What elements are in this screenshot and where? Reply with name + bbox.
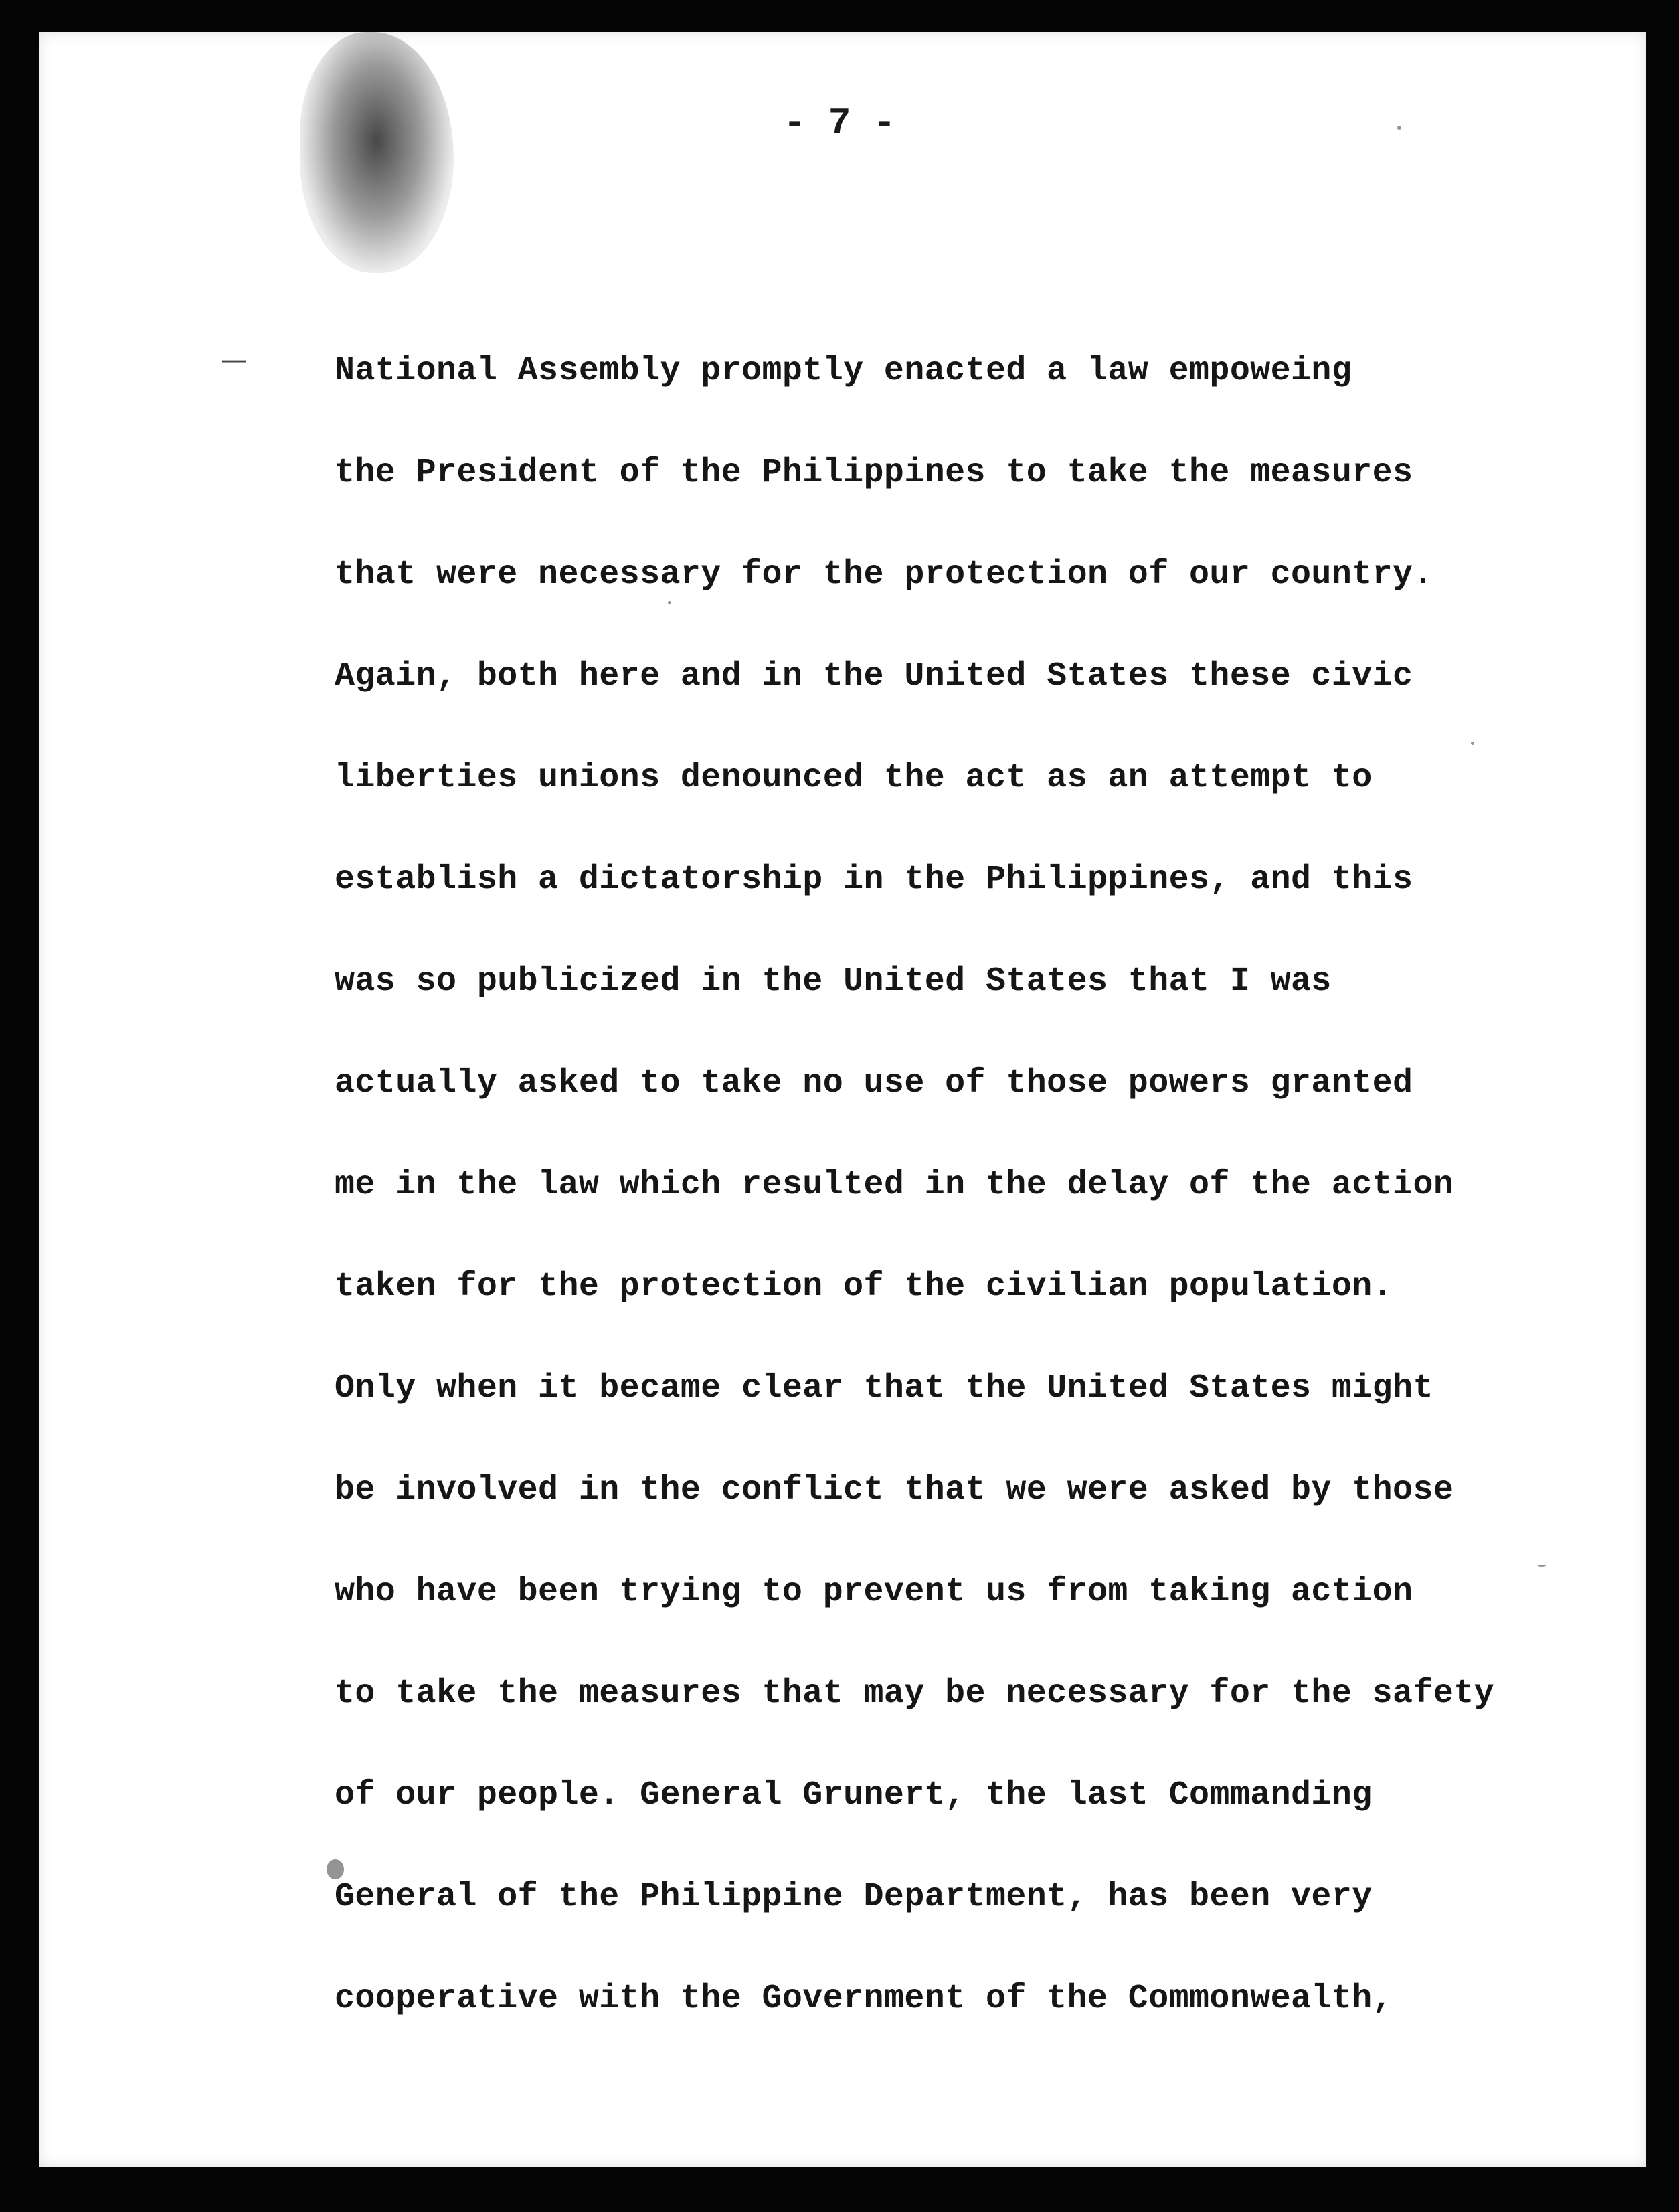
text-line: Again, both here and in the United States these civic	[335, 657, 1413, 695]
text-line: me in the law which resulted in the delay of the action	[335, 1166, 1454, 1204]
text-line: National Assembly promptly enacted a law empoweing	[335, 352, 1352, 390]
text-line: be involved in the conflict that we were asked by those	[335, 1471, 1454, 1509]
text-line: establish a dictatorship in the Philippines, and this	[335, 861, 1413, 899]
text-line: that were necessary for the protection of our country.	[335, 556, 1433, 594]
text-line: of our people. General Grunert, the last Commanding	[335, 1776, 1373, 1814]
text-line: Only when it became clear that the United States might	[335, 1369, 1433, 1408]
text-line: cooperative with the Government of the Commonwealth,	[335, 1980, 1393, 2018]
text-line: actually asked to take no use of those powers granted	[335, 1064, 1413, 1102]
text-line: General of the Philippine Department, has been very	[335, 1878, 1373, 1916]
text-line: who have been trying to prevent us from taking action	[335, 1573, 1413, 1611]
ink-smudge	[300, 32, 454, 273]
text-line: liberties unions denounced the act as an attempt to	[335, 759, 1373, 797]
body-text	[335, 338, 1553, 2067]
text-line: the President of the Philippines to take the measures	[335, 454, 1413, 492]
text-line: taken for the protection of the civilian population.	[335, 1268, 1393, 1306]
text-line: to take the measures that may be necessary for the safety	[335, 1675, 1495, 1713]
margin-mark-icon: —	[221, 345, 248, 375]
page-number: - 7 -	[783, 102, 896, 145]
text-line: was so publicized in the United States that I was	[335, 962, 1332, 1001]
